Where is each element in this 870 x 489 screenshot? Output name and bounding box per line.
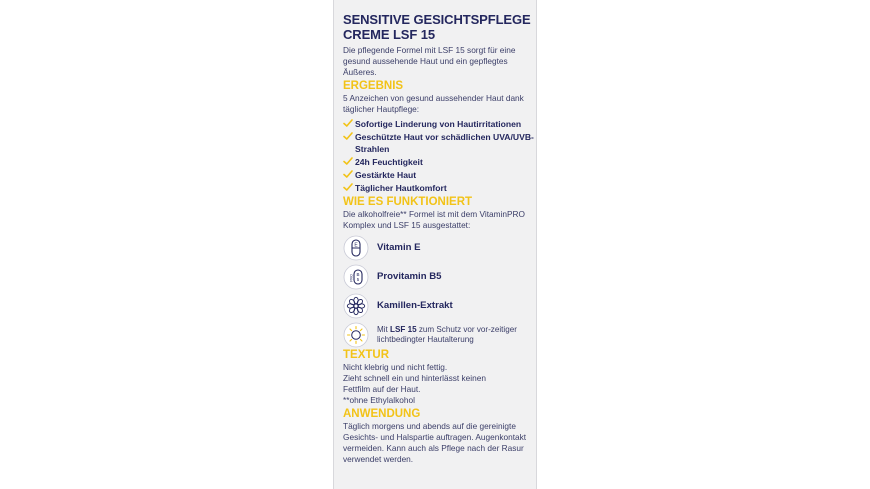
ergebnis-heading: ERGEBNIS [343, 80, 404, 92]
textur-line: Fettfilm auf der Haut. [343, 384, 421, 394]
vitamin-capsule-icon [343, 235, 369, 261]
spf-value: LSF 15 [390, 324, 417, 334]
funktion-heading: WIE ES FUNKTIONIERT [343, 196, 473, 208]
footnote-text: **ohne Ethylalkohol [343, 395, 415, 405]
benefit-item [343, 131, 535, 155]
chamomile-flower-icon [343, 293, 369, 319]
ergebnis-text: 5 Anzeichen von gesund aussehender Haut dank täglicher Hautpflege: [343, 93, 524, 114]
ingredient-label: Provitamin B5 [377, 271, 442, 282]
funktion-text: Die alkoholfreie** Formel ist mit dem VitaminPRO Komplex und LSF 15 ausgestattet: [343, 209, 525, 230]
benefit-label: 24h Feuchtigkeit [355, 157, 423, 167]
svg-text:E: E [354, 242, 358, 248]
checkmark-icon [343, 131, 355, 143]
checkmark-icon [343, 118, 355, 130]
ingredient-vitamin-e [343, 235, 535, 260]
ingredient-kamillen-extrakt [343, 293, 535, 318]
anwendung-heading: ANWENDUNG [343, 408, 421, 420]
product-info-panel [333, 0, 537, 489]
benefit-label: Gestärkte Haut [355, 170, 417, 180]
textur-line: Zieht schnell ein und hinterlässt keinen [343, 373, 486, 383]
checkmark-icon [343, 156, 355, 168]
svg-text:5: 5 [356, 276, 360, 282]
textur-heading: TEXTUR [343, 349, 389, 361]
benefit-item [343, 156, 535, 168]
benefit-label: Geschützte Haut vor schädlichen UVA/UVB-Strahlen [355, 132, 534, 154]
benefit-list [343, 118, 535, 194]
textur-line: Nicht klebrig und nicht fettig. [343, 362, 448, 372]
checkmark-icon [343, 182, 355, 194]
product-title [343, 12, 535, 42]
benefit-item [343, 169, 535, 181]
ingredient-label: Vitamin E [377, 242, 421, 253]
benefit-item [343, 118, 535, 130]
vitamin-b5-icon [343, 264, 369, 290]
anwendung-text: Täglich morgens und abends auf die gereinigte Gesichts- und Halspartie auftragen. Augenkontakt vermeiden. Kann auch als Pflege nach der Rasur verwendet werden. [343, 421, 527, 464]
spf-prefix: Mit [377, 324, 391, 334]
intro-text: Die pflegende Formel mit LSF 15 sorgt für eine gesund aussehende Haut und ein gepflegtes Äußeres. [343, 45, 516, 77]
ingredient-provitamin-b5 [343, 264, 535, 289]
product-title-line-2: CREME LSF 15 [343, 27, 435, 42]
benefit-label: Sofortige Linderung von Hautirritationen [355, 119, 522, 129]
spf-info [343, 322, 535, 347]
spf-text [377, 325, 535, 345]
ingredient-label: Kamillen-Extrakt [377, 300, 453, 311]
checkmark-icon [343, 169, 355, 181]
benefit-label: Täglicher Hautkomfort [355, 183, 447, 193]
benefit-item [343, 182, 535, 194]
svg-text:PRO: PRO [349, 273, 354, 282]
sun-icon [343, 322, 369, 348]
svg-text:B: B [356, 271, 360, 277]
spf-suffix: zum Schutz vor vor-zeitiger lichtbedingter Hautalterung [377, 324, 517, 344]
product-title-line-1: SENSITIVE GESICHTSPFLEGE [343, 12, 531, 27]
product-info-content [343, 12, 535, 465]
